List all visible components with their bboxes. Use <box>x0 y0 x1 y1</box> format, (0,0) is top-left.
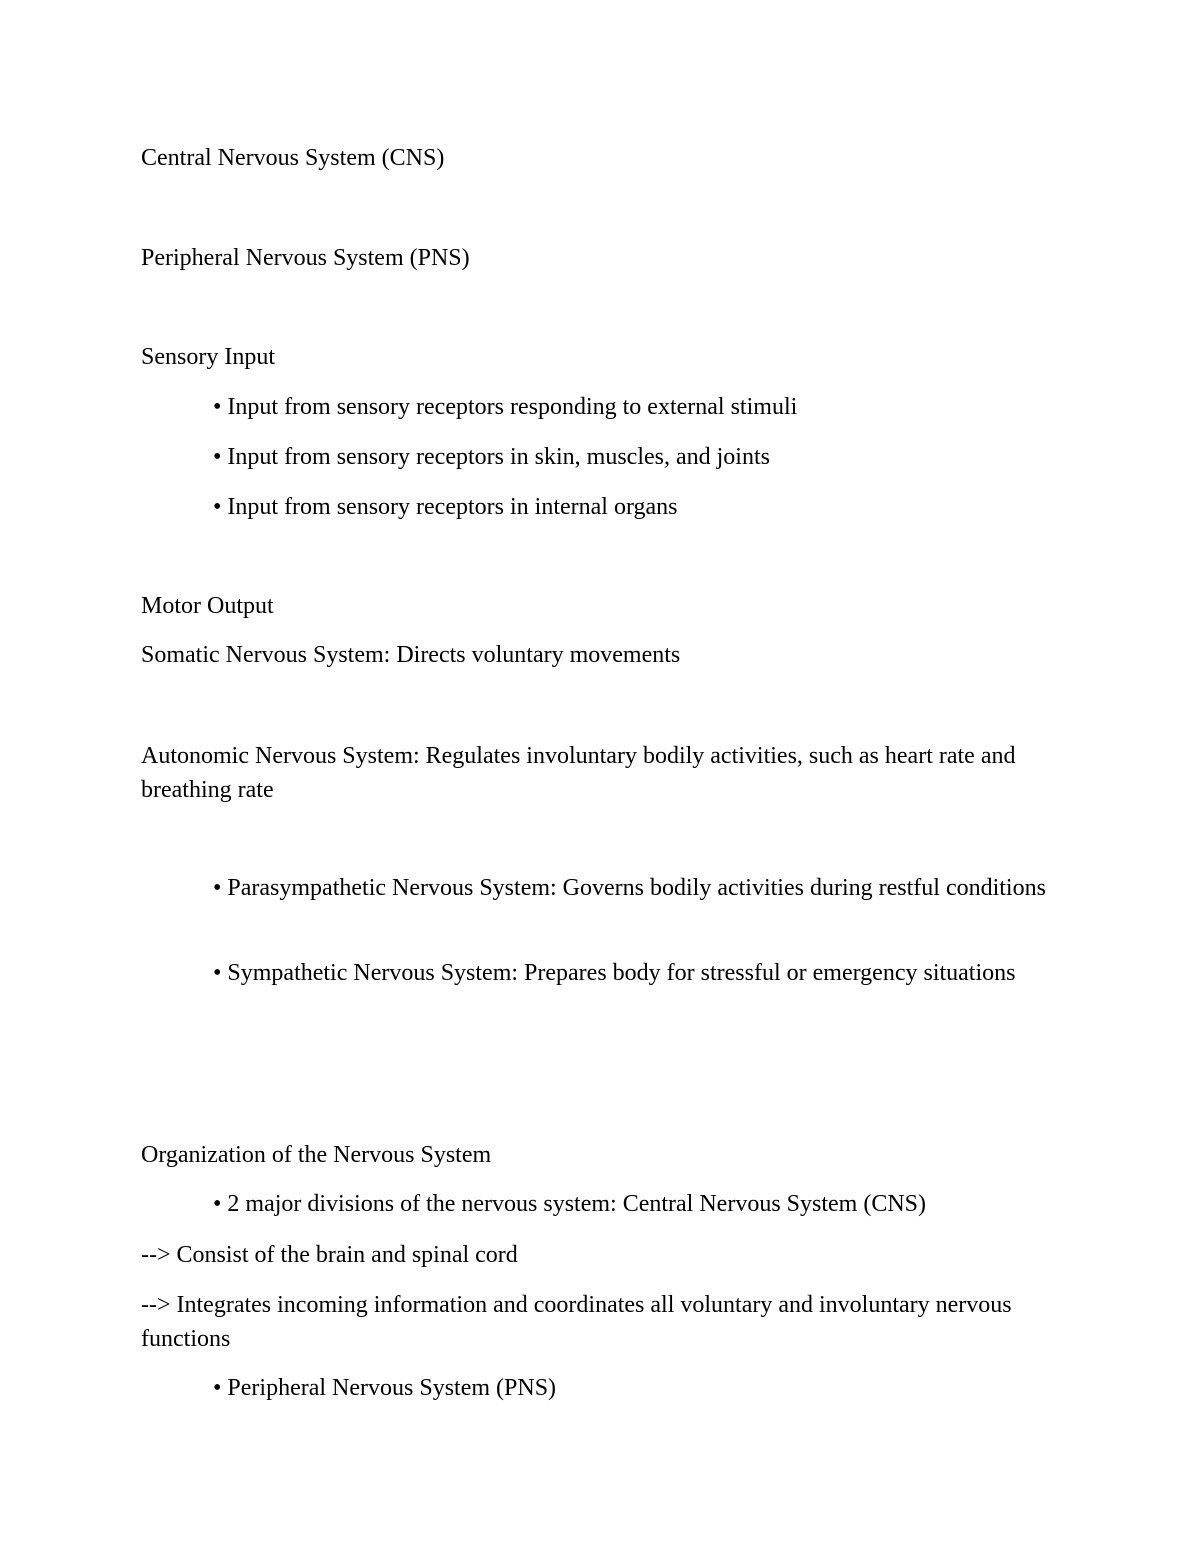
organization-bullet-cns: • 2 major divisions of the nervous system: Central Nervous System (CNS) <box>213 1191 927 1217</box>
arrow-line-integrates: --> Integrates incoming information and coordinates all voluntary and involuntary nervous functions <box>141 1292 1012 1352</box>
autonomic-line: Autonomic Nervous System: Regulates involuntary bodily activities, such as heart rate and breathing rate <box>141 743 1016 803</box>
somatic-line: Somatic Nervous System: Directs voluntary movements <box>141 642 681 668</box>
organization-heading: Organization of the Nervous System <box>141 1142 492 1168</box>
motor-output-heading: Motor Output <box>141 593 274 619</box>
sensory-bullet-skin: • Input from sensory receptors in skin, muscles, and joints <box>213 444 770 470</box>
sympathetic-bullet: • Sympathetic Nervous System: Prepares body for stressful or emergency situations <box>213 960 1016 986</box>
arrow-line-brain: --> Consist of the brain and spinal cord <box>141 1242 518 1268</box>
sensory-bullet-external: • Input from sensory receptors responding to external stimuli <box>213 394 798 420</box>
sensory-input-heading: Sensory Input <box>141 344 275 370</box>
parasympathetic-bullet: • Parasympathetic Nervous System: Governs bodily activities during restful conditions <box>213 875 1046 901</box>
pns-heading: Peripheral Nervous System (PNS) <box>141 245 470 271</box>
sensory-bullet-internal: • Input from sensory receptors in internal organs <box>213 494 678 520</box>
organization-bullet-pns: • Peripheral Nervous System (PNS) <box>213 1375 557 1401</box>
cns-heading: Central Nervous System (CNS) <box>141 145 445 171</box>
